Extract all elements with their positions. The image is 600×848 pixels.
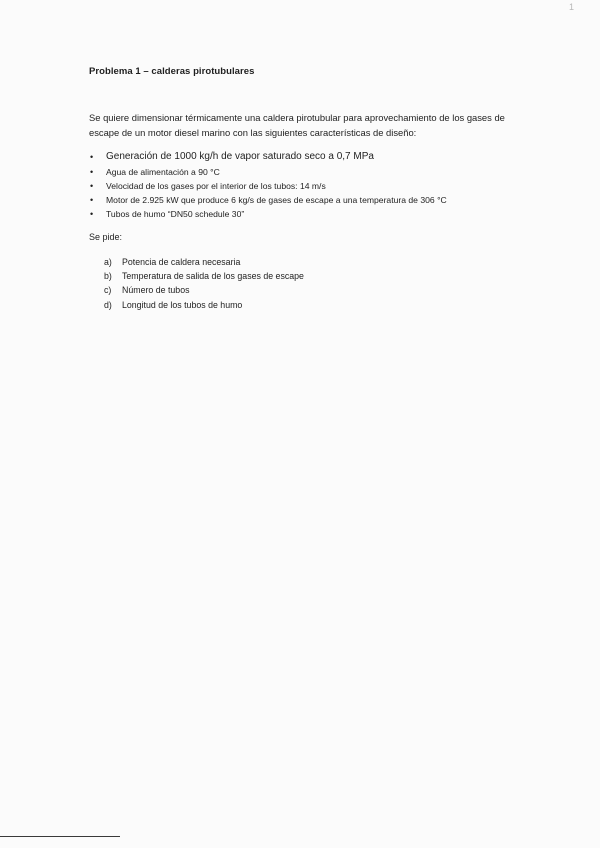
question-text: Potencia de caldera necesaria: [122, 257, 241, 267]
list-item-text: Agua de alimentación a 90 °C: [106, 167, 220, 177]
question-text: Longitud de los tubos de humo: [122, 299, 243, 310]
list-item: [89, 193, 447, 207]
list-item: [89, 207, 447, 221]
question-letter: a): [104, 257, 112, 267]
bullet-icon: •: [90, 152, 94, 162]
list-item-text: Generación de 1000 kg/h de vapor saturado seco a 0,7 MPa: [106, 151, 374, 162]
list-item-text: Motor de 2.925 kW que produce 6 kg/s de gases de escape a una temperatura de 306 °C: [106, 195, 447, 205]
question-item: [104, 269, 304, 283]
se-pide-label: Se pide:: [89, 232, 123, 242]
question-text: Temperatura de salida de los gases de escape: [122, 271, 304, 282]
question-letter: b): [104, 271, 112, 282]
list-item: [89, 149, 447, 165]
scan-edge-line: [0, 836, 120, 837]
list-item-text: Tubos de humo “DN50 schedule 30”: [106, 209, 245, 219]
list-item: [89, 179, 447, 193]
bullet-icon: •: [90, 167, 94, 177]
page-number: 1: [569, 2, 575, 12]
list-item: [89, 165, 447, 179]
question-item: [104, 255, 304, 269]
question-item: [104, 283, 304, 297]
problem-intro: Se quiere dimensionar térmicamente una caldera pirotubular para aprovechamiento de los gases de escape de un motor diesel marino con las siguientes características de diseño:: [89, 112, 505, 138]
questions-list: [104, 255, 304, 312]
question-letter: d): [104, 299, 112, 310]
bullet-icon: •: [90, 181, 94, 191]
question-item: [104, 298, 304, 312]
problem-title: Problema 1 – calderas pirotubulares: [89, 66, 255, 77]
bullet-icon: •: [90, 209, 94, 219]
question-text: Número de tubos: [122, 285, 190, 296]
design-characteristics-list: [89, 149, 447, 221]
bullet-icon: •: [90, 195, 94, 205]
question-letter: c): [104, 285, 112, 296]
list-item-text: Velocidad de los gases por el interior de los tubos: 14 m/s: [106, 181, 326, 191]
